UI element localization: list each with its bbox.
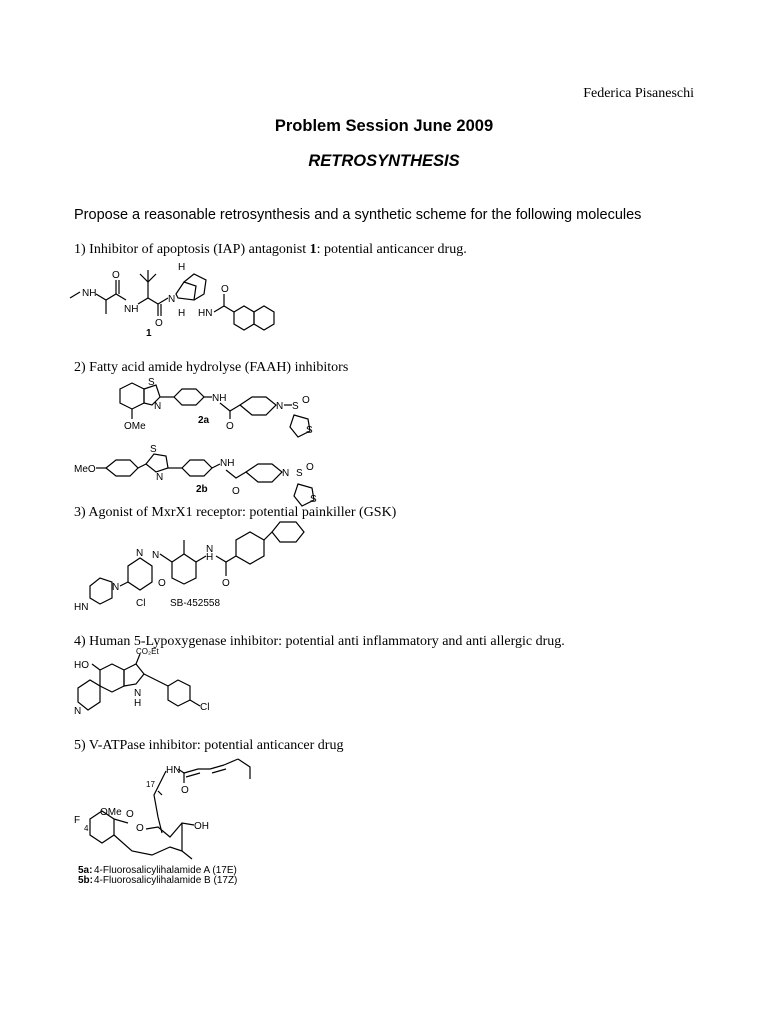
problem-3-heading: 3) Agonist of MxrX1 receptor: potential painkiller (GSK) bbox=[74, 505, 397, 520]
svg-text:CO₂Et: CO₂Et bbox=[136, 647, 159, 656]
svg-text:N: N bbox=[154, 401, 162, 412]
svg-text:O: O bbox=[136, 823, 144, 834]
svg-text:S: S bbox=[292, 401, 299, 412]
svg-text:N: N bbox=[276, 401, 284, 412]
problem-2-heading: 2) Fatty acid amide hydrolyse (FAAH) inhibitors bbox=[74, 360, 349, 375]
svg-text:N: N bbox=[74, 706, 82, 717]
svg-text:N: N bbox=[134, 688, 142, 699]
svg-text:O: O bbox=[158, 578, 166, 589]
svg-text:O: O bbox=[221, 284, 229, 295]
svg-text:O: O bbox=[155, 318, 163, 329]
svg-text:H: H bbox=[134, 698, 142, 709]
svg-text:2b: 2b bbox=[196, 484, 208, 495]
svg-text:HN: HN bbox=[166, 765, 181, 776]
svg-text:N: N bbox=[282, 468, 290, 479]
svg-text:O: O bbox=[306, 462, 314, 473]
svg-text:O: O bbox=[232, 486, 240, 497]
svg-text:5b:: 5b: bbox=[78, 875, 93, 886]
svg-text:17: 17 bbox=[146, 780, 155, 789]
svg-text:Cl: Cl bbox=[200, 702, 210, 713]
svg-text:4-Fluorosalicylihalamide A (17: 4-Fluorosalicylihalamide A (17E) bbox=[94, 865, 237, 876]
svg-text:O: O bbox=[302, 395, 310, 406]
svg-text:N: N bbox=[156, 472, 164, 483]
svg-text:O: O bbox=[226, 421, 234, 432]
svg-text:OMe: OMe bbox=[100, 807, 122, 818]
svg-text:HN: HN bbox=[198, 308, 213, 319]
svg-text:S: S bbox=[148, 377, 155, 388]
svg-text:SB-452558: SB-452558 bbox=[170, 598, 221, 609]
document-title: Problem Session June 2009 bbox=[274, 117, 494, 135]
svg-text:N: N bbox=[206, 544, 214, 555]
problem-1-heading: 1) Inhibitor of apoptosis (IAP) antagonist 1: potential anticancer drug. bbox=[74, 242, 467, 257]
svg-text:O: O bbox=[181, 785, 189, 796]
instructions: Propose a reasonable retrosynthesis and a synthetic scheme for the following molecules bbox=[74, 207, 642, 223]
svg-text:MeO: MeO bbox=[74, 464, 96, 475]
svg-text:O: O bbox=[222, 578, 230, 589]
svg-text:1: 1 bbox=[146, 328, 152, 339]
structure-4 bbox=[74, 647, 224, 728]
svg-text:S: S bbox=[310, 494, 317, 505]
svg-text:OMe: OMe bbox=[124, 421, 146, 432]
structure-5 bbox=[74, 755, 274, 885]
problem-5-heading: 5) V-ATPase inhibitor: potential anticancer drug bbox=[74, 738, 344, 753]
svg-text:NH: NH bbox=[220, 458, 235, 469]
svg-text:4-Fluorosalicylihalamide B (17: 4-Fluorosalicylihalamide B (17Z) bbox=[94, 875, 238, 886]
svg-text:4: 4 bbox=[84, 824, 89, 833]
svg-text:S: S bbox=[150, 444, 157, 455]
svg-text:N: N bbox=[152, 550, 160, 561]
svg-text:S: S bbox=[296, 468, 303, 479]
svg-text:HN: HN bbox=[74, 602, 89, 613]
svg-text:Cl: Cl bbox=[136, 598, 146, 609]
svg-text:H: H bbox=[206, 552, 214, 563]
svg-text:S: S bbox=[306, 425, 313, 436]
svg-text:N: N bbox=[168, 294, 176, 305]
document-subtitle: RETROSYNTHESIS bbox=[308, 152, 460, 170]
problem-4-heading: 4) Human 5-Lypoxygenase inhibitor: potential anti inflammatory and anti allergic drug. bbox=[74, 634, 565, 649]
svg-text:N: N bbox=[136, 548, 144, 559]
svg-text:NH: NH bbox=[212, 393, 227, 404]
structure-3 bbox=[74, 522, 314, 617]
svg-text:O: O bbox=[126, 809, 134, 820]
svg-text:5a:: 5a: bbox=[78, 865, 93, 876]
svg-text:2a: 2a bbox=[198, 415, 210, 426]
svg-text:HO: HO bbox=[74, 660, 89, 671]
svg-text:H: H bbox=[178, 308, 186, 319]
author-name: Federica Pisaneschi bbox=[583, 86, 694, 101]
structure-1 bbox=[66, 258, 286, 338]
svg-text:O: O bbox=[112, 270, 120, 281]
svg-text:N: N bbox=[112, 582, 120, 593]
svg-text:H: H bbox=[178, 262, 186, 273]
structure-2b bbox=[74, 440, 336, 510]
svg-text:NH: NH bbox=[82, 288, 97, 299]
svg-text:NH: NH bbox=[124, 304, 139, 315]
svg-text:F: F bbox=[74, 815, 81, 826]
svg-text:OH: OH bbox=[194, 821, 209, 832]
